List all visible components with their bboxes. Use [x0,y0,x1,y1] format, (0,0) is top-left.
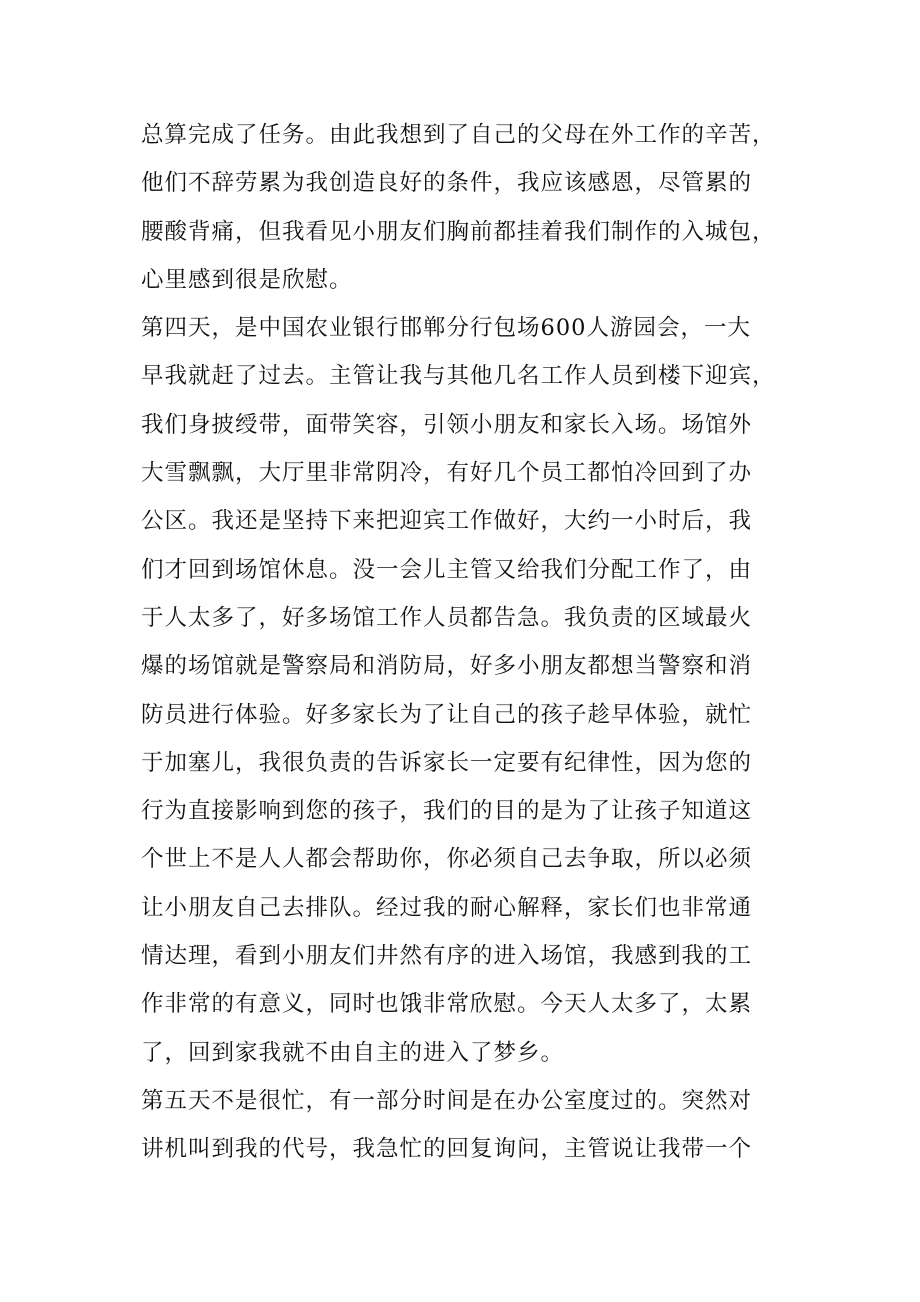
text-line-4: 心里感到很是欣慰。 [141,266,353,293]
text-line-16: 个世上不是人人都会帮助你，你必须自己去争取，所以必须 [141,846,753,873]
body-text [141,111,821,1174]
text-line-8: 大雪飘飘，大厅里非常阴冷，有好几个员工都怕冷回到了办 [141,460,753,487]
text-line-7: 我们身披绶带，面带笑容，引领小朋友和家长入场。场馆外 [141,411,753,438]
text-line-19: 作非常的有意义，同时也饿非常欣慰。今天人太多了，太累 [141,991,753,1018]
text-line-11: 于人太多了，好多场馆工作人员都告急。我负责的区域最火 [141,604,753,631]
text-line-20: 了，回到家我就不由自主的进入了梦乡。 [141,1039,565,1066]
text-line-1: 总算完成了任务。由此我想到了自己的父母在外工作的辛苦， [141,122,776,148]
text-line-17: 让小朋友自己去排队。经过我的耐心解释，家长们也非常通 [141,894,753,921]
text-line-2: 他们不辞劳累为我创造良好的条件，我应该感恩，尽管累的 [141,170,753,197]
text-line-10: 们才回到场馆休息。没一会儿主管又给我们分配工作了，由 [141,556,753,583]
text-line-21: 第五天不是很忙，有一部分时间是在办公室度过的。突然对 [141,1087,753,1114]
text-line-5: 第四天，是中国农业银行邯郸分行包场600人游园会，一大 [141,315,751,342]
text-line-3: 腰酸背痛，但我看见小朋友们胸前都挂着我们制作的入城包， [141,218,776,245]
text-line-14: 于加塞儿，我很负责的告诉家长一定要有纪律性，因为您的 [141,749,753,776]
text-line-18: 情达理，看到小朋友们井然有序的进入场馆，我感到我的工 [141,943,753,970]
text-line-9: 公区。我还是坚持下来把迎宾工作做好，大约一小时后，我 [141,508,753,535]
text-line-22: 讲机叫到我的代号，我急忙的回复询问，主管说让我带一个 [141,1136,753,1163]
text-line-15: 行为直接影响到您的孩子，我们的目的是为了让孩子知道这 [141,798,753,825]
text-line-13: 防员进行体验。好多家长为了让自己的孩子趁早体验，就忙 [141,701,753,728]
text-line-6: 早我就赶了过去。主管让我与其他几名工作人员到楼下迎宾， [141,363,776,390]
text-line-12: 爆的场馆就是警察局和消防局，好多小朋友都想当警察和消 [141,653,753,680]
